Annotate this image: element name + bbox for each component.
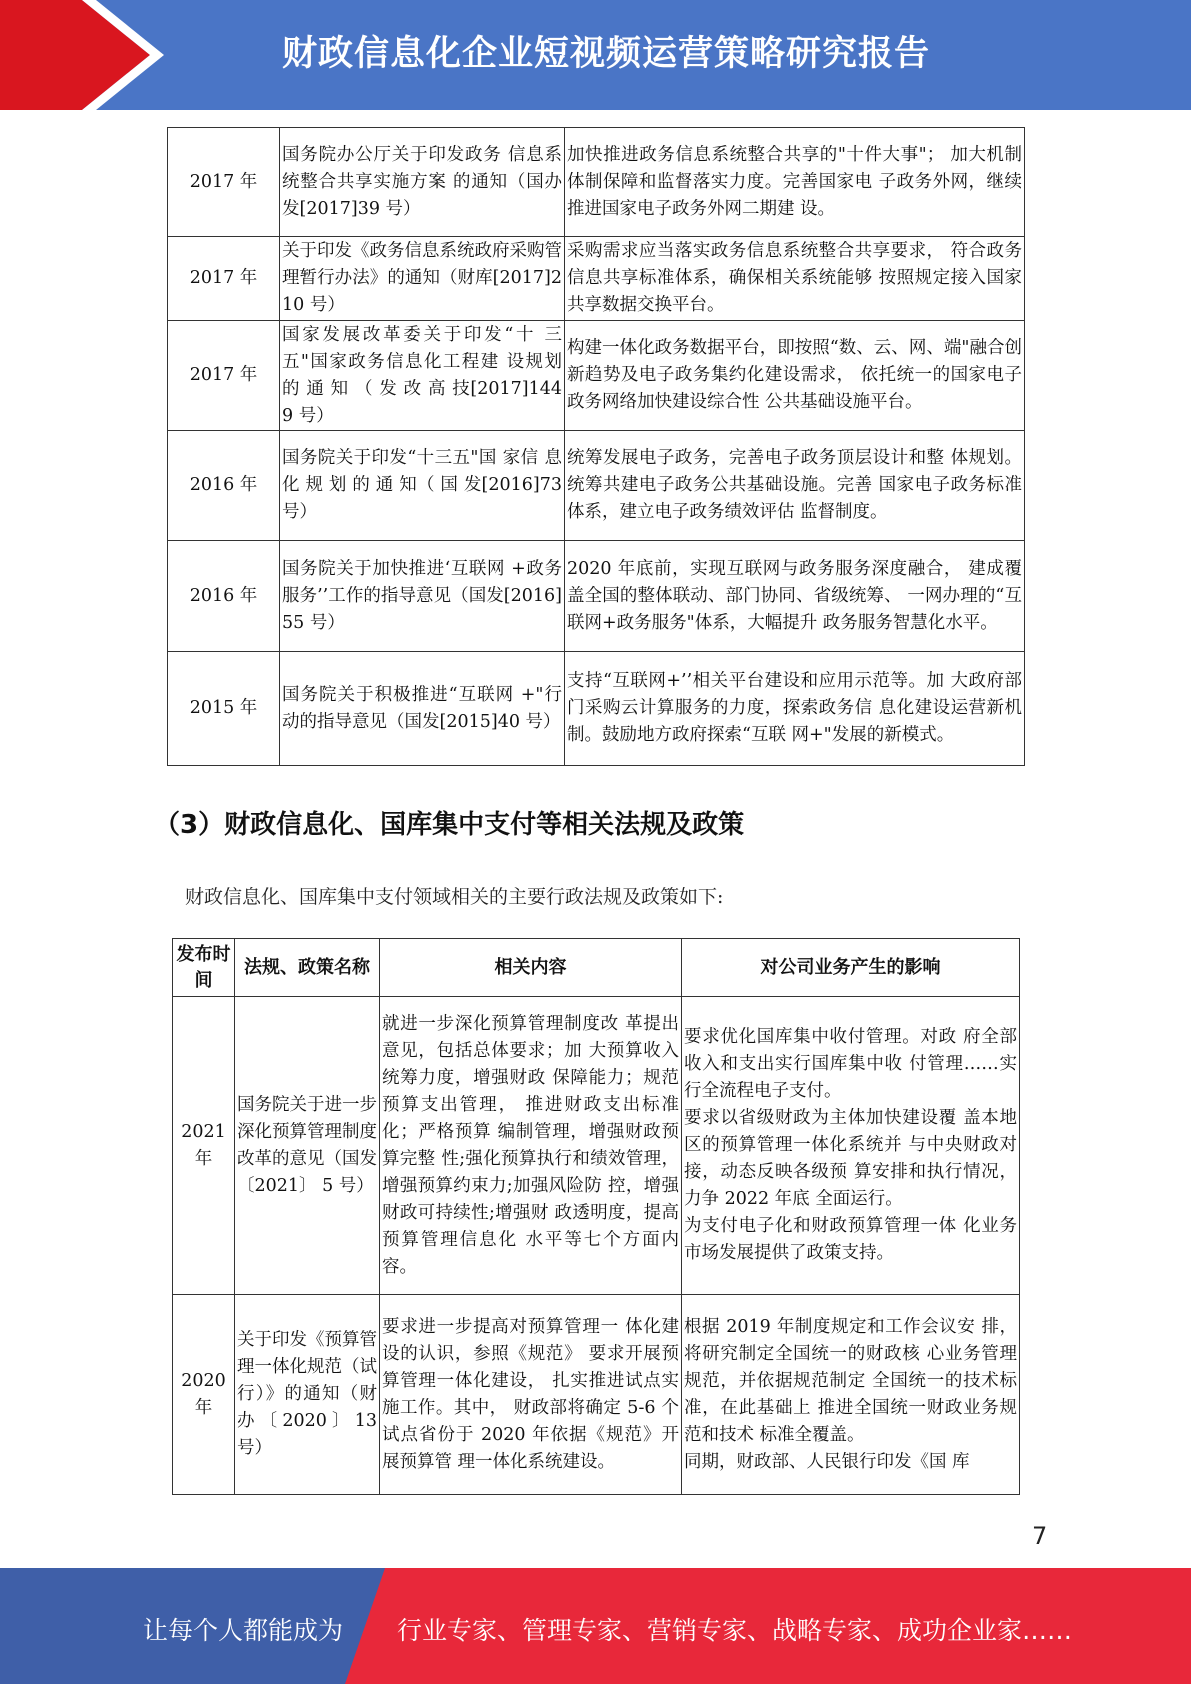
page-header xyxy=(0,0,1191,110)
page-number: 7 xyxy=(1032,1522,1048,1550)
header-title: 财政信息化企业短视频运营策略研究报告 xyxy=(282,34,931,74)
table-row xyxy=(173,1295,1020,1495)
policy-impact-cell xyxy=(682,1295,1020,1495)
year-cell: 2015 年 xyxy=(168,652,280,766)
year-cell: 2017 年 xyxy=(168,237,280,321)
section-intro: 财政信息化、国库集中支付领域相关的主要行政法规及政策如下: xyxy=(185,886,724,908)
year-cell: 2017 年 xyxy=(168,321,280,431)
policy-content-cell: 统筹发展电子政务，完善电子政务顶层设计和整 体规划。统筹共建电子政务公共基础设施。完善 国家电子政务标准体系，建立电子政务绩效评估 监督制度。 xyxy=(565,431,1025,541)
policy-name-cell: 国务院关于印发“十三五"国 家信 息 化 规 划 的 通 知（ 国 发[2016]73 号） xyxy=(280,431,565,541)
policy-content-cell: 构建一体化政务数据平台，即按照“数、云、网、端"融合创新趋势及电子政务集约化建设需求， 依托统一的国家电子政务网络加快建设综合性 公共基础设施平台。 xyxy=(565,321,1025,431)
table-row xyxy=(168,541,1025,652)
policy-content-cell: 就进一步深化预算管理制度改 革提出意见，包括总体要求；加 大预算收入统筹力度，增强财政 保障能力；规范预算支出管理， 推进财政支出标准化；严格预算 编制管理，增强财政预算完整 性;强化预算执行和绩效管理， 增强预算约束力;加强风险防 控，增强财政可持续性;增强财 政透明度，提高预算管理信息化 水平等七个方面内容。 xyxy=(380,997,682,1295)
table-row xyxy=(168,237,1025,321)
footer-slogan-left: 让每个人都能成为 xyxy=(143,1616,344,1645)
fiscal-policy-table xyxy=(172,938,1020,1495)
year-cell: 2016 年 xyxy=(168,431,280,541)
column-header-impact: 对公司业务产生的影响 xyxy=(682,939,1020,997)
impact-paragraph: 要求优化国库集中收付管理。对政 府全部收入和支出实行国库集中收 付管理……实行全流程电子支付。 xyxy=(684,1027,1017,1101)
impact-paragraph: 同期，财政部、人民银行印发《国 库 xyxy=(684,1451,970,1472)
column-header-date: 发布时间 xyxy=(173,939,235,997)
policy-name-cell: 关于印发《政务信息系统政府采购管理暂行办法》的通知（财库[2017]210 号） xyxy=(280,237,565,321)
policy-table-continued xyxy=(167,127,1025,766)
year-cell: 2020 年 xyxy=(173,1295,235,1495)
impact-paragraph: 要求以省级财政为主体加快建设覆 盖本地区的预算管理一体化系统并 与中央财政对接，动态反映各级预 算安排和执行情况，力争 2022 年底 全面运行。 xyxy=(684,1108,1017,1209)
column-header-content: 相关内容 xyxy=(380,939,682,997)
policy-content-cell: 要求进一步提高对预算管理一 体化建设的认识，参照《规范》 要求开展预算管理一体化建设， 扎实推进试点实施工作。其中， 财政部将确定 5-6 个试点省份于 2020 年依据《规范》开展预算管 理一体化系统建设。 xyxy=(380,1295,682,1495)
policy-content-cell: 2020 年底前，实现互联网与政务服务深度融合， 建成覆盖全国的整体联动、部门协同、省级统筹、 一网办理的“互联网+政务服务"体系，大幅提升 政务服务智慧化水平。 xyxy=(565,541,1025,652)
year-cell: 2017 年 xyxy=(168,128,280,237)
footer-slogan-right: 行业专家、管理专家、营销专家、战略专家、成功企业家…… xyxy=(397,1616,1073,1645)
policy-content-cell: 采购需求应当落实政务信息系统整合共享要求， 符合政务信息共享标准体系，确保相关系统能够 按照规定接入国家共享数据交换平台。 xyxy=(565,237,1025,321)
table-row xyxy=(173,997,1020,1295)
table-row xyxy=(168,128,1025,237)
policy-name-cell: 国务院关于进一步深化预算管理制度改革的意见（国发〔2021〕 5 号） xyxy=(235,997,380,1295)
policy-name-cell: 关于印发《预算管理一体化规范（试行）》的通知（财办〔2020〕13 号） xyxy=(235,1295,380,1495)
policy-name-cell: 国务院办公厅关于印发政务 信息系统整合共享实施方案 的通知（国办发[2017]39 号） xyxy=(280,128,565,237)
table-row xyxy=(168,431,1025,541)
policy-impact-cell xyxy=(682,997,1020,1295)
policy-name-cell: 国家发展改革委关于印发“十 三五"国家政务信息化工程建 设规划 的 通 知 （ 发 改 高 技[2017]1449 号） xyxy=(280,321,565,431)
policy-content-cell: 加快推进政务信息系统整合共享的"十件大事"； 加大机制体制保障和监督落实力度。完善国家电 子政务外网，继续推进国家电子政务外网二期建 设。 xyxy=(565,128,1025,237)
impact-paragraph: 根据 2019 年制度规定和工作会议安 排，将研究制定全国统一的财政核 心业务管理规范，并依据规范制定 全国统一的技术标准，在此基础上 推进全国统一财政业务规范和技术 标准全覆盖。 xyxy=(684,1316,1017,1445)
table-row xyxy=(168,321,1025,431)
page-footer xyxy=(0,1568,1191,1684)
policy-name-cell: 国务院关于积极推进“互联网 +"行动的指导意见（国发[2015]40 号） xyxy=(280,652,565,766)
impact-paragraph: 为支付电子化和财政预算管理一体 化业务市场发展提供了政策支持。 xyxy=(684,1216,1017,1263)
table-row xyxy=(168,652,1025,766)
section-heading: （3）财政信息化、国库集中支付等相关法规及政策 xyxy=(154,810,745,840)
year-cell: 2016 年 xyxy=(168,541,280,652)
policy-content-cell: 支持“互联网+’’相关平台建设和应用示范等。加 大政府部门采购云计算服务的力度，探索政务信 息化建设运营新机制。鼓励地方政府探索“互联 网+"发展的新模式。 xyxy=(565,652,1025,766)
year-cell: 2021 年 xyxy=(173,997,235,1295)
policy-name-cell: 国务院关于加快推进‘互联网 +政务服务’’工作的指导意见（国发[2016]55 号） xyxy=(280,541,565,652)
column-header-name: 法规、政策名称 xyxy=(235,939,380,997)
table-header-row xyxy=(173,939,1020,997)
